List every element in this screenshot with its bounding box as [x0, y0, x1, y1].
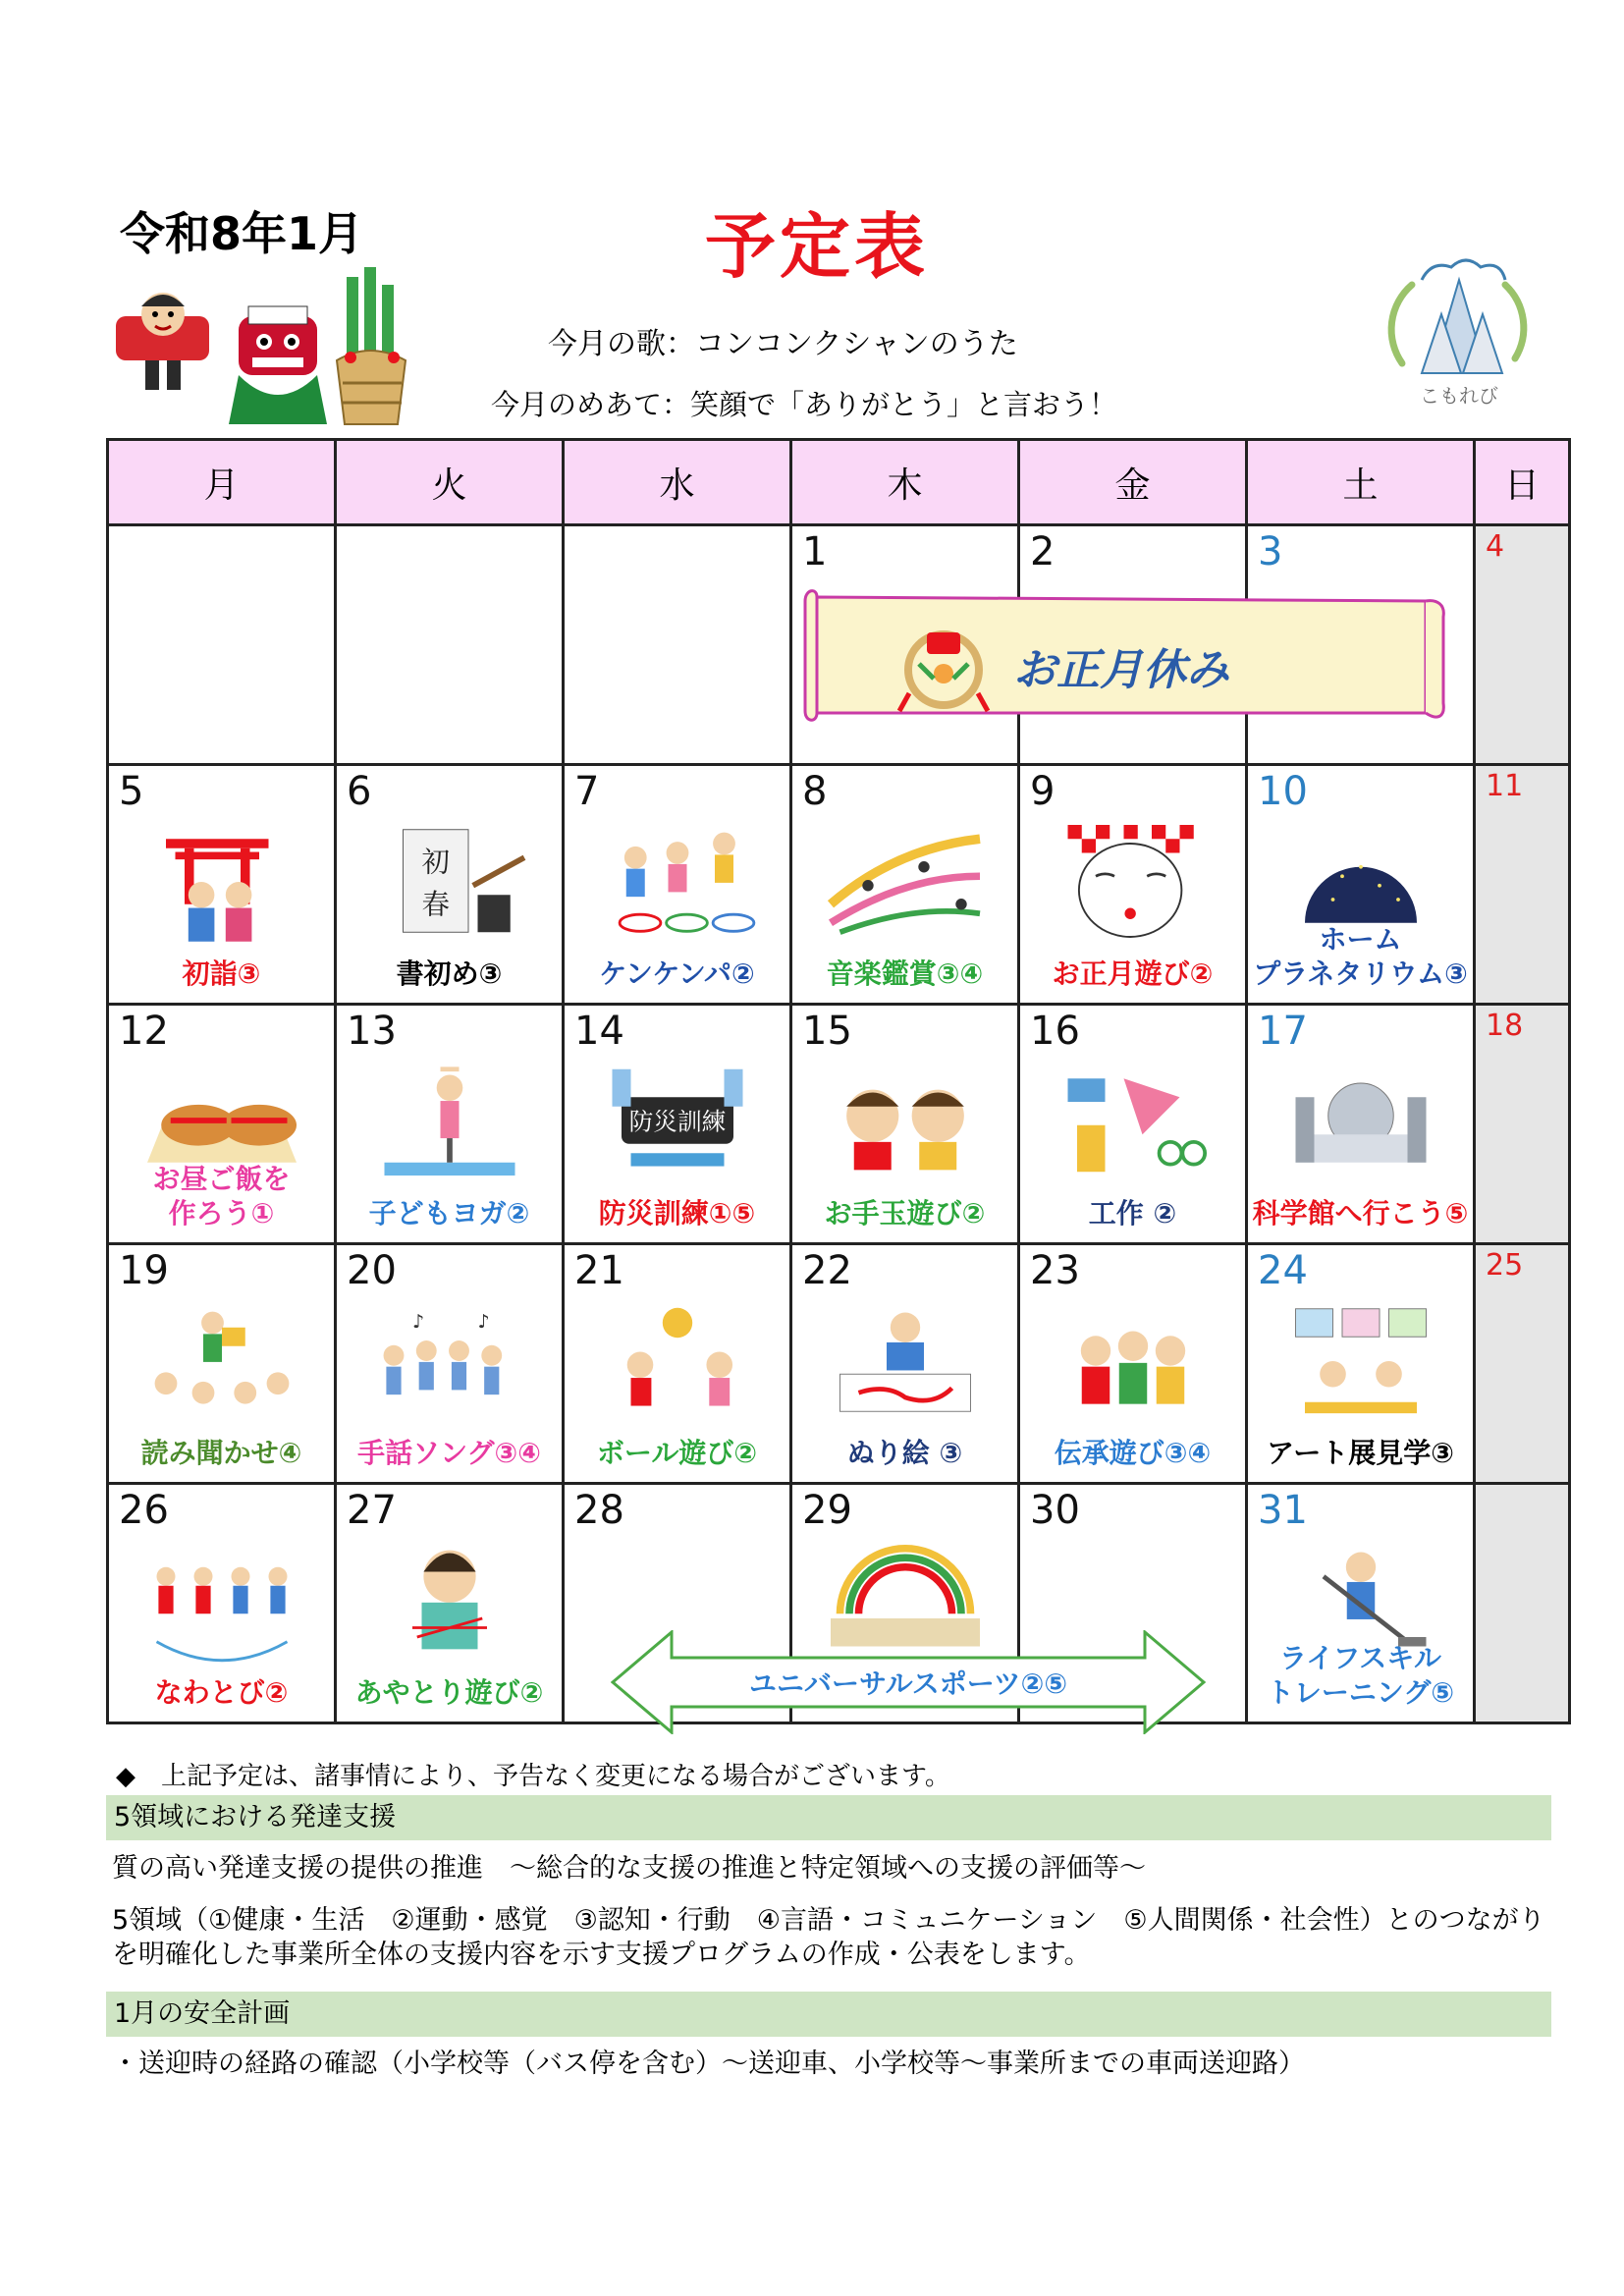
day-number: 4 [1486, 529, 1505, 564]
event-label: 音楽鑑賞③④ [826, 957, 984, 990]
calendar-day-cell [1247, 765, 1475, 1005]
day-number: 20 [347, 1248, 397, 1293]
weekday-sat: 土 [1247, 440, 1475, 525]
svg-text:初: 初 [421, 846, 451, 879]
weekday-wed: 水 [564, 440, 791, 525]
music-notes-icon [812, 817, 999, 945]
disaster-drill-icon [584, 1057, 771, 1184]
new-year-decoration-icon [106, 267, 412, 442]
calendar-day-cell [108, 525, 336, 765]
calendar-day-cell [336, 525, 564, 765]
safety-body: ・送迎時の経路の確認（小学校等（バス停を含む）～送迎車、小学校等～事業所までの車両送迎路） [112, 2049, 1305, 2079]
holiday-banner-text: お正月休み [1013, 645, 1229, 695]
day-number: 25 [1486, 1248, 1524, 1283]
traditional-games-icon [1040, 1296, 1226, 1424]
day-number: 22 [802, 1248, 852, 1293]
event-label: なわとび② [154, 1676, 289, 1709]
event-label: ケンケンパ② [599, 957, 755, 990]
day-number: 13 [347, 1009, 397, 1054]
calendar-day-cell [336, 1005, 564, 1244]
day-number: 15 [802, 1009, 852, 1054]
support-subtitle: 質の高い発達支援の提供の推進 ～総合的な支援の推進と特定領域への支援の評価等～ [112, 1853, 1146, 1884]
monthly-song: 今月の歌：コンコンクシャンのうた [548, 327, 1018, 361]
calendar-day-cell [336, 765, 564, 1005]
event-label: 工作 ② [1088, 1197, 1177, 1230]
day-number: 12 [119, 1009, 169, 1054]
calendar-day-cell [108, 1484, 336, 1723]
day-number: 17 [1258, 1009, 1308, 1054]
calendar-day-cell [564, 765, 791, 1005]
day-number: 24 [1258, 1248, 1308, 1293]
weekday-thu: 木 [791, 440, 1019, 525]
yoga-icon [356, 1057, 543, 1184]
day-number: 19 [119, 1248, 169, 1293]
universal-sports-label: ユニバーサルスポーツ②⑤ [748, 1667, 1068, 1700]
day-number: 26 [119, 1488, 169, 1533]
calendar-day-cell [108, 765, 336, 1005]
calendar-day-cell [1247, 1244, 1475, 1484]
svg-text:♪: ♪ [477, 1310, 490, 1333]
event-label: お手玉遊び② [824, 1197, 986, 1230]
day-number: 27 [347, 1488, 397, 1533]
svg-text:防災訓練: 防災訓練 [628, 1107, 727, 1136]
day-number: 1 [802, 529, 828, 574]
monthly-goal: 今月のめあて：笑顔で「ありがとう」と言おう！ [491, 388, 1118, 421]
day-number: 11 [1486, 769, 1524, 803]
event-label: 初詣③ [182, 957, 261, 990]
day-number: 14 [574, 1009, 624, 1054]
calendar-day-cell [1475, 1005, 1570, 1244]
support-heading: 5領域における発達支援 [106, 1795, 1551, 1840]
crafts-icon [1040, 1057, 1226, 1184]
safety-heading: 1月の安全計画 [106, 1992, 1551, 2037]
calendar-day-cell [791, 765, 1019, 1005]
event-label: アート展見学③ [1267, 1437, 1454, 1469]
event-label: 防災訓練①⑤ [598, 1197, 756, 1230]
day-number: 16 [1030, 1009, 1080, 1054]
page-title: 予定表 [705, 205, 930, 288]
event-label: 子どもヨガ② [368, 1197, 530, 1230]
logo-icon [1373, 246, 1544, 417]
weekday-tue: 火 [336, 440, 564, 525]
event-label: ボール遊び② [596, 1437, 758, 1469]
calendar-day-cell [791, 1244, 1019, 1484]
cats-cradle-icon [356, 1536, 543, 1664]
event-label: ホーム プラネタリウム③ [1253, 923, 1468, 990]
event-label: 手話ソング③④ [357, 1437, 541, 1469]
calendar-day-cell [1019, 1244, 1247, 1484]
sign-song-icon [356, 1296, 543, 1424]
day-number: 7 [574, 769, 600, 814]
jump-rope-icon [129, 1536, 315, 1664]
event-label: お正月遊び② [1052, 957, 1214, 990]
beanbag-icon [812, 1057, 999, 1184]
calendar-day-cell [1019, 765, 1247, 1005]
okame-mask-icon [1040, 817, 1226, 945]
weekday-header-row [108, 440, 1570, 525]
day-number: 6 [347, 769, 372, 814]
calendar-week-row [108, 1244, 1570, 1484]
calligraphy-icon [356, 817, 543, 945]
day-number: 9 [1030, 769, 1056, 814]
event-label: 読み聞かせ④ [140, 1437, 302, 1469]
svg-text:春: 春 [421, 888, 451, 921]
calendar-week-row [108, 1005, 1570, 1244]
calendar-day-cell [108, 1005, 336, 1244]
ball-play-icon [584, 1296, 771, 1424]
day-number: 10 [1258, 769, 1308, 814]
calendar-day-cell [1475, 525, 1570, 765]
day-number: 18 [1486, 1009, 1524, 1043]
day-number: 29 [802, 1488, 852, 1533]
svg-text:♪: ♪ [412, 1310, 425, 1333]
support-body: 5領域（①健康・生活 ②運動・感覚 ③認知・行動 ④言語・コミュニケーション ⑤人間関係・社会性）とのつながりを明確化した事業所全体の支援内容を示す支援プログラムの作成・公表をします。 [112, 1905, 1545, 1971]
day-number: 8 [802, 769, 828, 814]
day-number: 3 [1258, 529, 1283, 574]
calendar-day-cell [564, 525, 791, 765]
art-exhibit-icon [1268, 1296, 1454, 1424]
calendar-day-cell [336, 1484, 564, 1723]
logo-text: こもれび [1420, 384, 1498, 408]
calendar-day-cell [108, 1244, 336, 1484]
calendar-day-cell [1019, 1005, 1247, 1244]
weekday-sun: 日 [1475, 440, 1570, 525]
day-number: 31 [1258, 1488, 1308, 1533]
event-label: 書初め③ [396, 957, 503, 990]
event-label: 科学館へ行こう⑤ [1252, 1197, 1469, 1230]
calendar-day-cell [1247, 1005, 1475, 1244]
schedule-disclaimer: ◆ 上記予定は、諸事情により、予告なく変更になる場合がございます。 [116, 1762, 950, 1791]
day-number: 23 [1030, 1248, 1080, 1293]
day-number: 21 [574, 1248, 624, 1293]
event-label: あやとり遊び② [354, 1676, 544, 1709]
calendar-day-cell [791, 1005, 1019, 1244]
month-label: 令和8年1月 [120, 207, 364, 260]
calendar-day-cell [1475, 765, 1570, 1005]
storytime-icon [129, 1296, 315, 1424]
calendar-day-cell [564, 1005, 791, 1244]
day-number: 30 [1030, 1488, 1080, 1533]
event-label: お昼ご飯を 作ろう① [152, 1163, 291, 1230]
day-number: 2 [1030, 529, 1056, 574]
event-label: ライフスキル トレーニング⑤ [1266, 1642, 1455, 1709]
hopscotch-icon [584, 817, 771, 945]
calendar-day-cell [1247, 1484, 1475, 1723]
shrine-visit-icon [129, 817, 315, 945]
day-number: 28 [574, 1488, 624, 1533]
calendar-day-cell [336, 1244, 564, 1484]
event-label: 伝承遊び③④ [1054, 1437, 1212, 1469]
coloring-icon [812, 1296, 999, 1424]
calendar-week-row [108, 765, 1570, 1005]
calendar-day-cell [1475, 1244, 1570, 1484]
event-label: ぬり絵 ③ [846, 1437, 963, 1469]
science-museum-icon [1268, 1057, 1454, 1184]
calendar-day-cell [1475, 1484, 1570, 1723]
weekday-mon: 月 [108, 440, 336, 525]
new-year-ornament-icon [890, 625, 998, 715]
calendar-day-cell [564, 1244, 791, 1484]
day-number: 5 [119, 769, 144, 814]
weekday-fri: 金 [1019, 440, 1247, 525]
